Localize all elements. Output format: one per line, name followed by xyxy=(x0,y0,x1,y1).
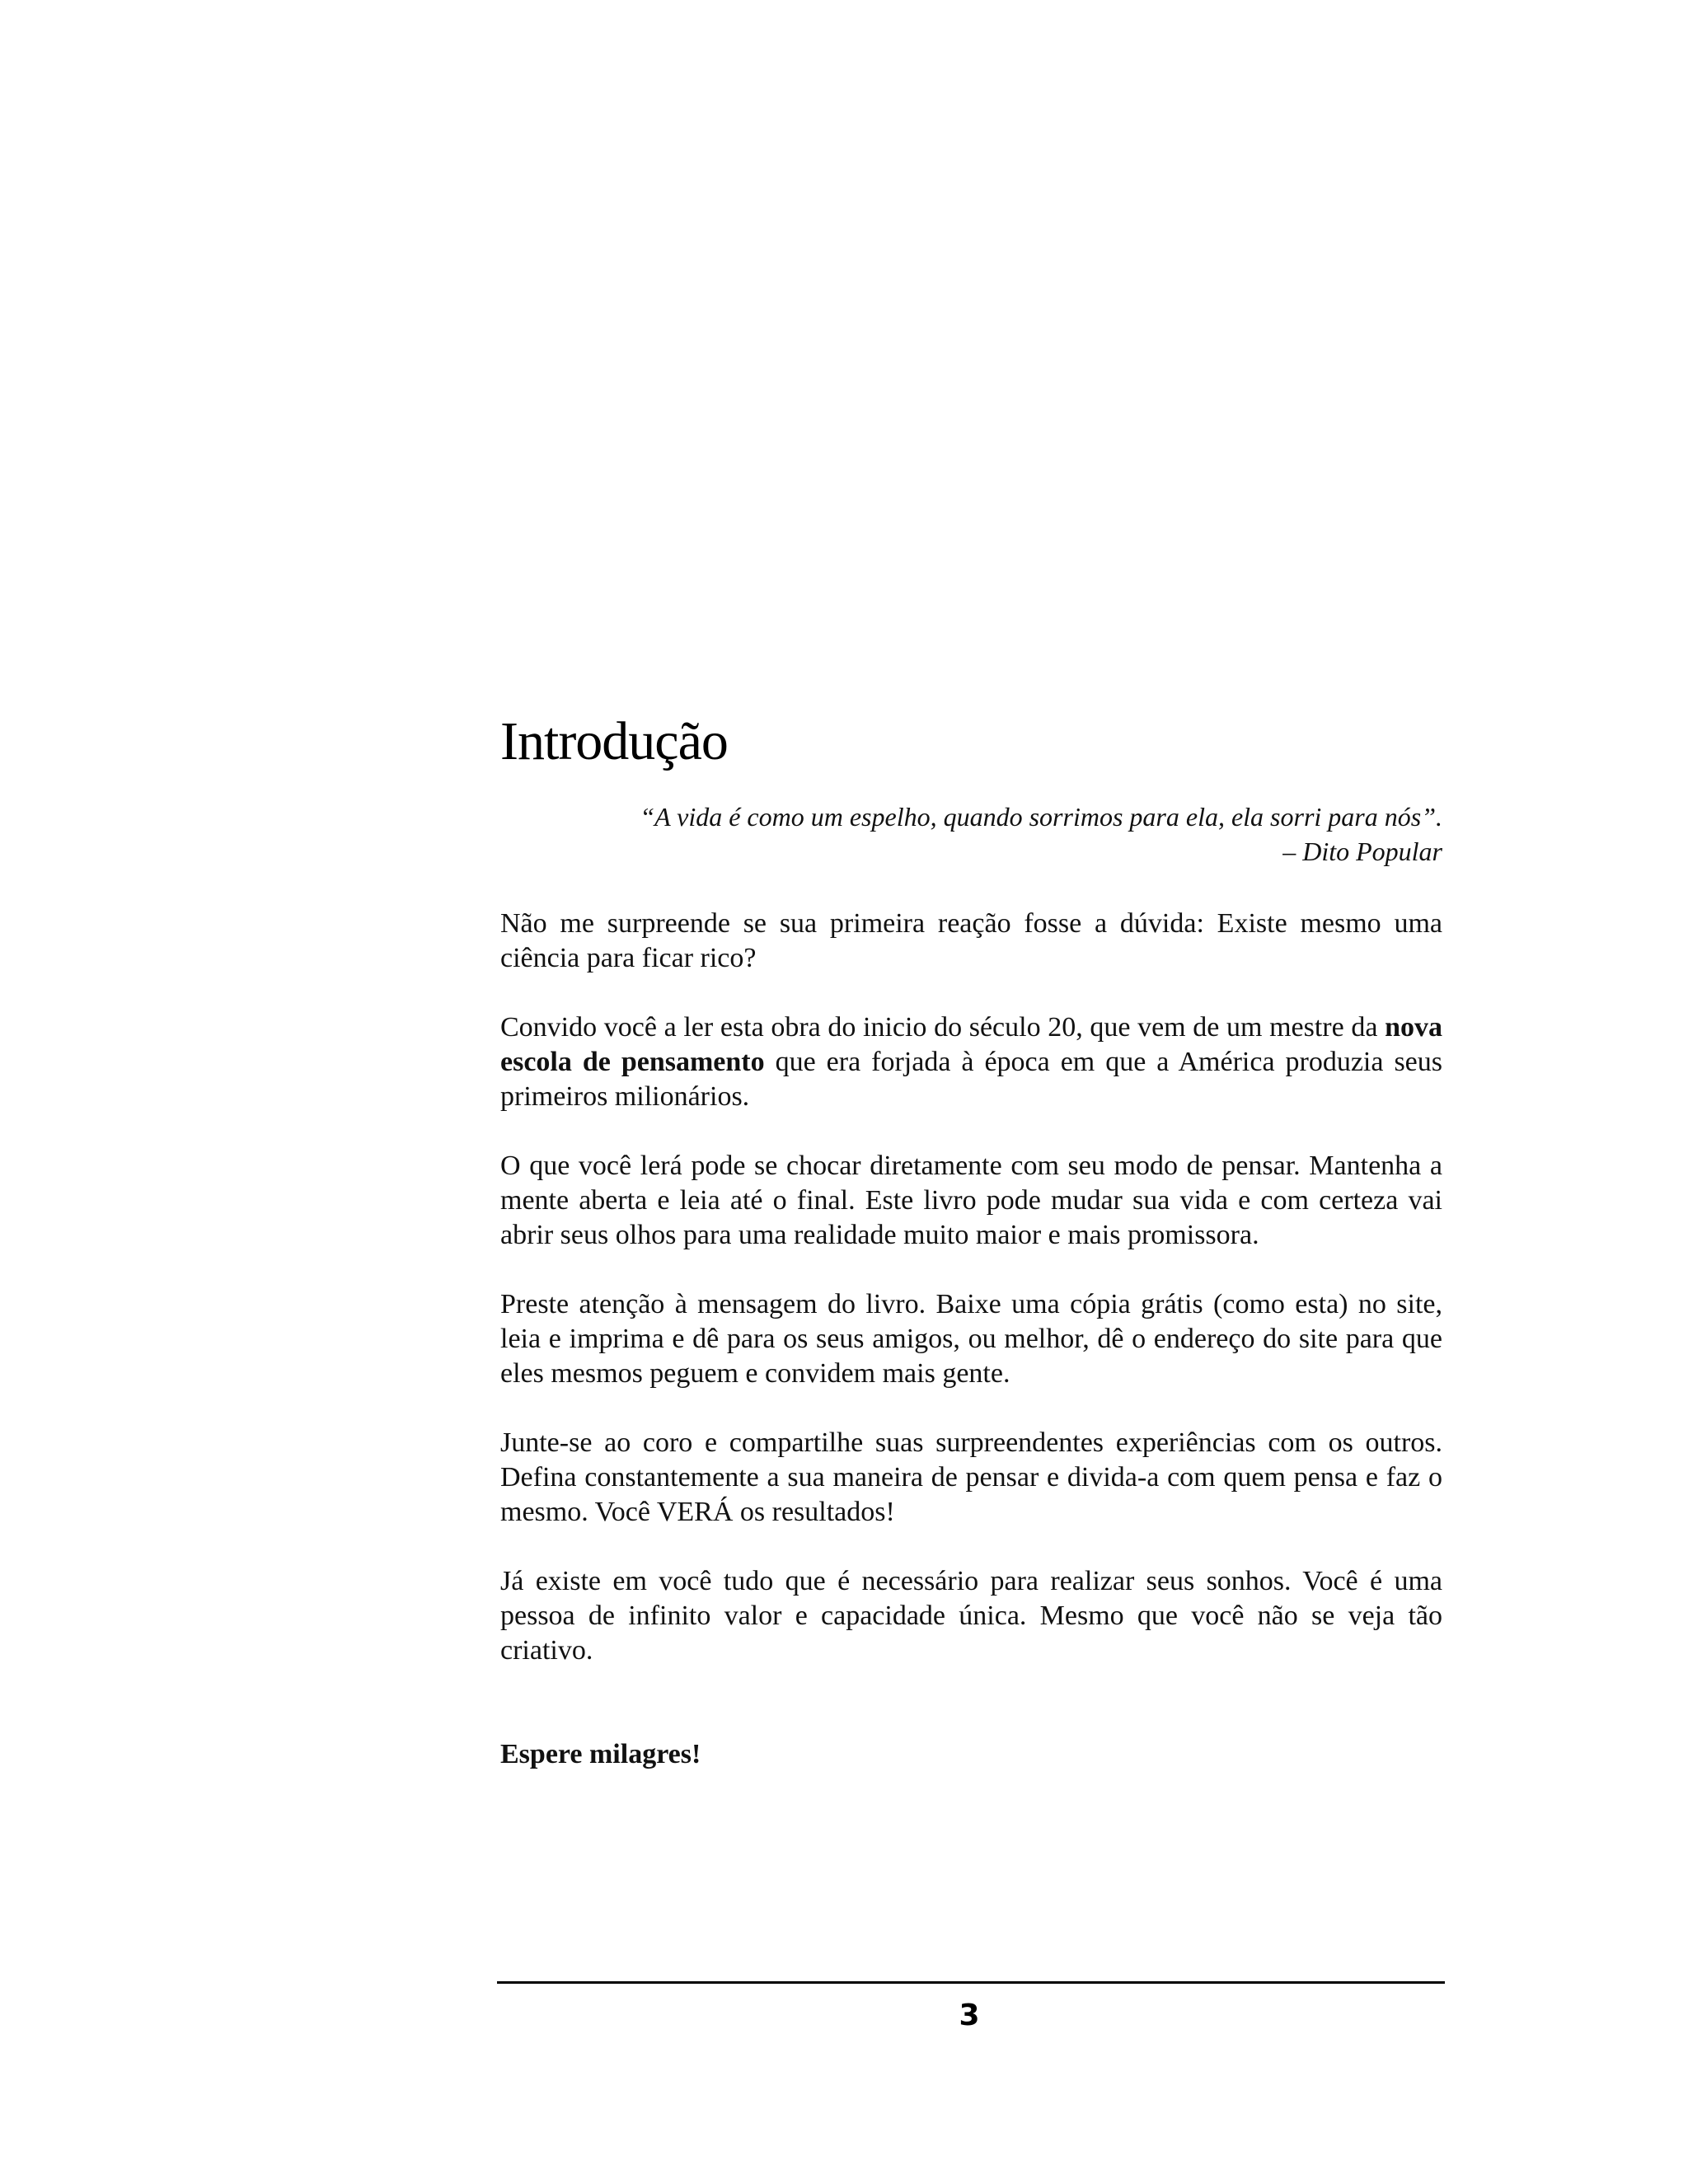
page-number: 3 xyxy=(959,1999,980,2032)
epigraph xyxy=(500,799,1442,869)
paragraph-6: Já existe em você tudo que é necessário para realizar seus sonhos. Você é uma pessoa de infinito valor e capacidade única. Mesmo que você não se veja tão criativo. xyxy=(500,1566,1442,1666)
paragraph-5: Junte-se ao coro e compartilhe suas surpreendentes experiências com os outros. Defina constantemente a sua maneira de pensar e divida-a com quem pensa e faz o mesmo. Você VERÁ os resultados! xyxy=(500,1427,1442,1527)
epigraph-quote: “A vida é como um espelho, quando sorrimos para ela, ela sorri para nós”. xyxy=(640,802,1442,832)
paragraph-3: O que você lerá pode se chocar diretamente com seu modo de pensar. Mantenha a mente aberta e leia até o final. Este livro pode mudar sua vida e com certeza vai abrir seus olhos para uma realidade muito maior e mais promissora. xyxy=(500,1151,1442,1250)
footer-divider xyxy=(497,1981,1445,1984)
page-title: Introdução xyxy=(500,711,728,771)
paragraph-4: Preste atenção à mensagem do livro. Baixe uma cópia grátis (como esta) no site, leia e imprima e dê para os seus amigos, ou melhor, dê o endereço do site para que eles mesmos peguem e convidem mais gente. xyxy=(500,1289,1442,1389)
epigraph-attribution: – Dito Popular xyxy=(1282,837,1442,866)
page-content xyxy=(500,709,1442,1772)
paragraph-2-emphasis: nova escola de pensamento xyxy=(500,1012,1442,1077)
paragraph-2 xyxy=(500,1010,1442,1114)
paragraph-1: Não me surpreende se sua primeira reação fosse a dúvida: Existe mesmo uma ciência para ficar rico? xyxy=(500,908,1442,973)
paragraph-2-start: Convido você a ler esta obra do inicio do século 20, que vem de um mestre da xyxy=(500,1012,1378,1043)
closing-line: Espere milagres! xyxy=(500,1739,701,1769)
paragraph-2-end: que era forjada à época em que a América produzia seus primeiros milionários. xyxy=(500,1047,1442,1112)
